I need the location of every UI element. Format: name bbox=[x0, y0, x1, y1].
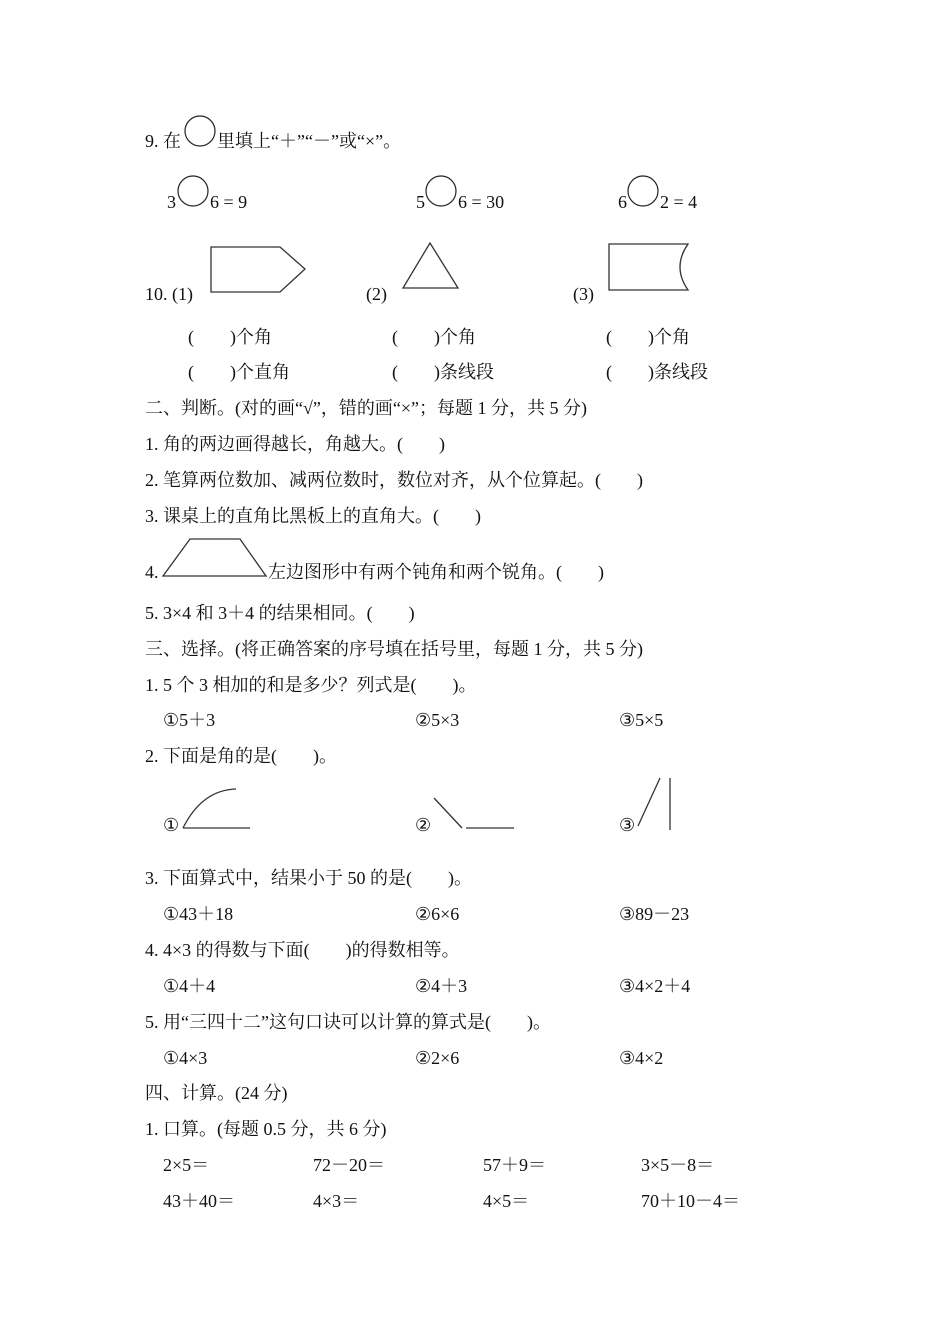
calc-item: 4×5＝ bbox=[483, 1191, 530, 1211]
q9-item1-left: 3 bbox=[167, 192, 176, 212]
section3-q5-option-a[interactable]: ①4×3 bbox=[163, 1048, 208, 1068]
section3-q5-option-b[interactable]: ②2×6 bbox=[415, 1048, 460, 1068]
section2-q3: 3. 课桌上的直角比黑板上的直角大。( ) bbox=[145, 506, 481, 526]
section3-q1-option-b[interactable]: ②5×3 bbox=[415, 710, 460, 730]
calc-item: 72－20＝ bbox=[313, 1155, 385, 1175]
q10-blank1-angles[interactable]: ( )个角 bbox=[188, 327, 272, 347]
calc-item: 43＋40＝ bbox=[163, 1191, 235, 1211]
section3-q2-option-b[interactable]: ② bbox=[415, 815, 432, 835]
section3-q3-option-b[interactable]: ②6×6 bbox=[415, 904, 460, 924]
q10-blank2-segments[interactable]: ( )条线段 bbox=[392, 362, 494, 382]
pentagon-shape-icon bbox=[208, 244, 310, 296]
section3-q1-option-c[interactable]: ③5×5 bbox=[619, 710, 664, 730]
section2-q5: 5. 3×4 和 3＋4 的结果相同。( ) bbox=[145, 603, 415, 623]
section3-q2: 2. 下面是角的是( )。 bbox=[145, 746, 337, 766]
section2-q2: 2. 笔算两位数加、减两位数时，数位对齐，从个位算起。( ) bbox=[145, 470, 643, 490]
calc-item: 4×3＝ bbox=[313, 1191, 360, 1211]
section2-q4-number: 4. bbox=[145, 562, 159, 582]
q9-suffix: 里填上“＋”“－”或“×”。 bbox=[217, 131, 402, 151]
section3-q3-option-c[interactable]: ③89－23 bbox=[619, 904, 690, 924]
section4-sub1: 1. 口算。(每题 0.5 分，共 6 分) bbox=[145, 1119, 387, 1139]
q10-label3: (3) bbox=[573, 284, 594, 304]
calc-item: 3×5－8＝ bbox=[641, 1155, 715, 1175]
section3-q2-option-c[interactable]: ③ bbox=[619, 815, 636, 835]
q10-blank3-segments[interactable]: ( )条线段 bbox=[606, 362, 708, 382]
section3-q3-option-a[interactable]: ①43＋18 bbox=[163, 904, 234, 924]
curve-not-angle-icon bbox=[180, 786, 254, 832]
section3-q1-option-a[interactable]: ①5＋3 bbox=[163, 710, 216, 730]
q9-item2-right: 6 = 30 bbox=[458, 192, 505, 212]
section3-heading: 三、选择。(将正确答案的序号填在括号里，每题 1 分，共 5 分) bbox=[145, 639, 643, 659]
section3-q3: 3. 下面算式中，结果小于 50 的是( )。 bbox=[145, 868, 472, 888]
q9-item1-right: 6 = 9 bbox=[210, 192, 248, 212]
q9-item3-right: 2 = 4 bbox=[660, 192, 698, 212]
blank-circle-icon bbox=[183, 114, 217, 148]
calc-item: 57＋9＝ bbox=[483, 1155, 546, 1175]
q10-label2: (2) bbox=[366, 284, 387, 304]
section2-heading: 二、判断。(对的画“√”，错的画“×”；每题 1 分，共 5 分) bbox=[145, 398, 587, 418]
trapezoid-shape-icon bbox=[160, 536, 270, 580]
section3-q4-option-c[interactable]: ③4×2＋4 bbox=[619, 976, 691, 996]
q10-blank3-angles[interactable]: ( )个角 bbox=[606, 327, 690, 347]
section3-q4-option-a[interactable]: ①4＋4 bbox=[163, 976, 216, 996]
triangle-shape-icon bbox=[400, 240, 462, 292]
q9-item2-left: 5 bbox=[416, 192, 425, 212]
curved-side-shape-icon bbox=[606, 241, 692, 295]
q10-blank1-right-angles[interactable]: ( )个直角 bbox=[188, 362, 290, 382]
q9-prefix: 9. 在 bbox=[145, 131, 181, 151]
disconnected-lines-icon bbox=[430, 794, 518, 832]
q9-item1-circle[interactable] bbox=[176, 174, 210, 208]
section3-q5: 5. 用“三四十二”这句口诀可以计算的算式是( )。 bbox=[145, 1012, 551, 1032]
section3-q2-option-a[interactable]: ① bbox=[163, 815, 180, 835]
section4-heading: 四、计算。(24 分) bbox=[145, 1083, 288, 1103]
section2-q1: 1. 角的两边画得越长，角越大。( ) bbox=[145, 434, 445, 454]
q9-item3-circle[interactable] bbox=[626, 174, 660, 208]
section3-q5-option-c[interactable]: ③4×2 bbox=[619, 1048, 664, 1068]
calc-item: 70＋10－4＝ bbox=[641, 1191, 740, 1211]
calc-item: 2×5＝ bbox=[163, 1155, 210, 1175]
q10-blank2-angles[interactable]: ( )个角 bbox=[392, 327, 476, 347]
section3-q4: 4. 4×3 的得数与下面( )的得数相等。 bbox=[145, 940, 460, 960]
separate-lines-icon bbox=[630, 774, 676, 834]
section3-q1: 1. 5 个 3 相加的和是多少？列式是( )。 bbox=[145, 675, 477, 695]
section2-q4-text: 左边图形中有两个钝角和两个锐角。( ) bbox=[268, 562, 604, 582]
q9-item3-left: 6 bbox=[618, 192, 627, 212]
q9-item2-circle[interactable] bbox=[424, 174, 458, 208]
section3-q4-option-b[interactable]: ②4＋3 bbox=[415, 976, 468, 996]
q10-label1: 10. (1) bbox=[145, 284, 193, 304]
